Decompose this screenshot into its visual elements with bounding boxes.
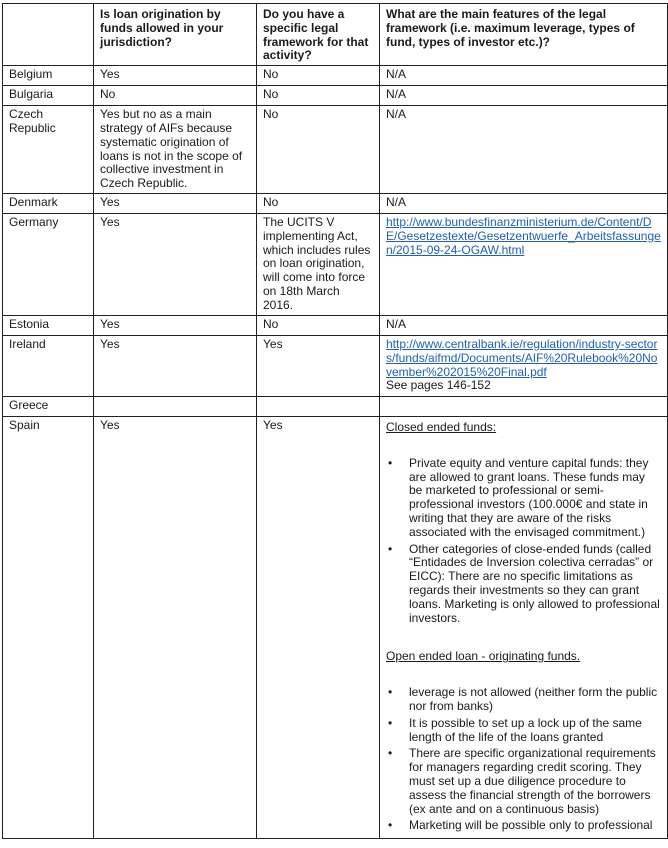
loan-origination-table [2, 3, 668, 839]
central-bank-rulebook-link[interactable]: http://www.centralbank.ie/regulation/industry-sectors/funds/aifmd/Documents/AIF%20Rulebook%20November%202015%20Final.pdf [386, 336, 658, 379]
list-item: • There are specific organizational requirements for managers regarding credit scoring. They must set up a due diligence procedure to assess the financial strength of the borrowers (ex ante and on a continuous basis) [388, 746, 656, 816]
table-row [3, 86, 668, 106]
features-cell [380, 213, 668, 315]
allowed-cell: No [94, 86, 257, 106]
bullet-icon: • [388, 685, 393, 700]
table-row [3, 315, 668, 335]
bullet-icon: • [388, 818, 393, 833]
table-row [3, 416, 668, 838]
open-ended-heading: Open ended loan - originating funds. [386, 649, 581, 664]
allowed-cell [94, 396, 257, 416]
list-item: • leverage is not allowed (neither form the public nor from banks) [388, 685, 658, 713]
allowed-cell: Yes [94, 315, 257, 335]
country-cell: Czech Republic [3, 106, 94, 194]
country-cell: Bulgaria [3, 86, 94, 106]
table-row [3, 213, 668, 315]
country-cell: Belgium [3, 66, 94, 86]
header-features: What are the main features of the legal framework (i.e. maximum leverage, types of fund, types of investor etc.)? [380, 4, 668, 66]
closed-ended-heading: Closed ended funds: [386, 420, 497, 434]
country-cell: Estonia [3, 315, 94, 335]
features-cell: N/A [380, 315, 668, 335]
allowed-cell: Yes [94, 416, 257, 838]
framework-cell: No [257, 86, 380, 106]
features-cell [380, 416, 668, 838]
country-cell: Denmark [3, 193, 94, 213]
table-row [3, 106, 668, 194]
country-cell: Spain [3, 416, 94, 838]
table-row [3, 335, 668, 396]
country-cell: Greece [3, 396, 94, 416]
framework-cell: The UCITS V implementing Act, which includes rules on loan origination, will come into force on 18th March 2016. [257, 213, 380, 315]
framework-cell [257, 396, 380, 416]
open-ended-bullets [386, 686, 661, 833]
features-cell: N/A [380, 66, 668, 86]
table-row [3, 193, 668, 213]
header-allowed: Is loan origination by funds allowed in your jurisdiction? [94, 4, 257, 66]
header-country [3, 4, 94, 66]
bullet-icon: • [388, 715, 393, 730]
framework-cell: Yes [257, 416, 380, 838]
framework-cell: No [257, 315, 380, 335]
header-framework: Do you have a specific legal framework for that activity? [257, 4, 380, 66]
allowed-cell: Yes [94, 66, 257, 86]
features-cell: N/A [380, 193, 668, 213]
bmf-ucits-link[interactable]: http://www.bundesfinanzministerium.de/Content/DE/Gesetzestexte/Gesetzentwuerfe_Arbeitsfassungen/2015-09-24-OGAW.html [386, 214, 661, 257]
bullet-icon: • [388, 455, 393, 470]
country-cell: Germany [3, 213, 94, 315]
framework-cell: No [257, 106, 380, 194]
list-item: • Other categories of close-ended funds (called “Entidades de Inversion colectiva cerradas” or EICC): There are no specific limitations as regards their investments so they can grant loans. Marketing is only allowed to professional investors. [388, 541, 660, 625]
closed-ended-bullets [386, 457, 661, 626]
allowed-cell: Yes [94, 193, 257, 213]
table-row [3, 396, 668, 416]
list-item: • It is possible to set up a lock up of the same length of the life of the loans granted [388, 715, 642, 744]
list-item: • Private equity and venture capital funds: they are allowed to grant loans. These funds may be marketed to professional or semi-professional investors (100.000€ and state in writing that they are aware of the risks associated with the envisaged commitment.) [388, 455, 649, 539]
table-row [3, 66, 668, 86]
see-pages-note: See pages 146-152 [386, 378, 491, 393]
features-cell [380, 396, 668, 416]
allowed-cell: Yes [94, 335, 257, 396]
features-cell [380, 335, 668, 396]
country-cell: Ireland [3, 335, 94, 396]
framework-cell: No [257, 193, 380, 213]
features-cell: N/A [380, 86, 668, 106]
framework-cell: No [257, 66, 380, 86]
framework-cell: Yes [257, 335, 380, 396]
bullet-icon: • [388, 541, 393, 556]
table-header-row [3, 4, 668, 66]
bullet-icon: • [388, 746, 393, 761]
allowed-cell: Yes [94, 213, 257, 315]
allowed-cell: Yes but no as a main strategy of AIFs because systematic origination of loans is not in the scope of collective investment in Czech Republic. [94, 106, 257, 194]
features-cell: N/A [380, 106, 668, 194]
list-item: • Marketing will be possible only to professional [388, 818, 653, 833]
